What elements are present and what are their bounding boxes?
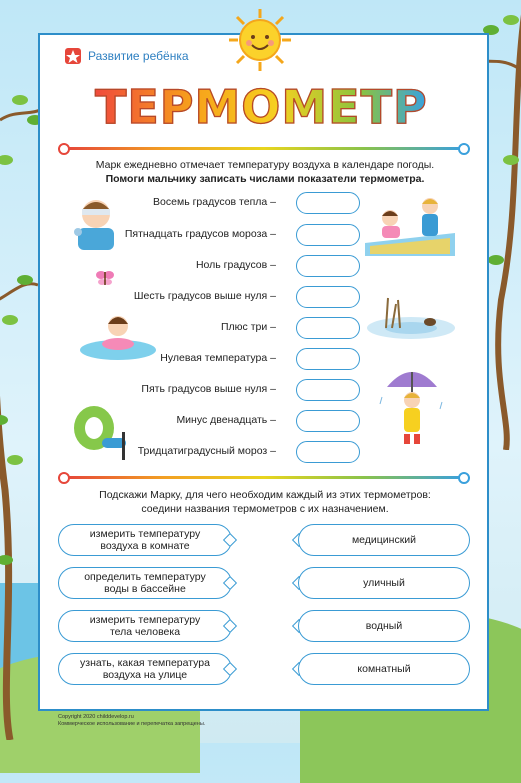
rainy-girl-with-umbrella-illustration xyxy=(372,362,452,452)
brand-name: Развитие ребёнка xyxy=(88,49,189,63)
temperature-row xyxy=(110,379,360,401)
winter-pond-illustration xyxy=(366,290,456,340)
task2-instruction xyxy=(60,488,470,516)
purpose-line: определить температуру xyxy=(84,571,206,583)
section-divider xyxy=(58,474,470,480)
answer-box[interactable] xyxy=(296,348,360,370)
butterfly-icon xyxy=(95,268,115,288)
temperature-label: Тридцатиградусный мороз – xyxy=(137,445,276,457)
logo-icon xyxy=(64,47,82,65)
task2-instruction-line1: Подскажи Марку, для чего необходим каждый из этих термометров: xyxy=(99,489,431,501)
purpose-box[interactable] xyxy=(58,567,232,599)
swimming-girl-illustration xyxy=(78,312,158,362)
answer-box[interactable] xyxy=(296,379,360,401)
task2-instruction-line2: соедини названия термометров с их назначением. xyxy=(141,503,389,515)
brand-logo xyxy=(64,47,189,65)
page-title: ТЕРМОМЕТР xyxy=(95,80,428,134)
beach-kids-illustration xyxy=(360,188,460,258)
answer-box[interactable] xyxy=(296,441,360,463)
purpose-line: воздуха в комнате xyxy=(100,540,190,552)
answer-box[interactable] xyxy=(296,410,360,432)
license-line: Коммерческое использование и перепечатка запрещены. xyxy=(58,721,206,727)
thermometer-box[interactable] xyxy=(298,610,470,642)
task1-instruction xyxy=(60,158,470,186)
purpose-box[interactable] xyxy=(58,610,232,642)
temperature-label: Шесть градусов выше нуля – xyxy=(133,290,276,302)
copyright-line: Copyright 2020 childdevelop.ru xyxy=(58,714,134,720)
temperature-label: Нулевая температура – xyxy=(160,352,276,364)
thermometer-box[interactable] xyxy=(298,567,470,599)
temperature-row xyxy=(110,255,360,277)
temperature-row xyxy=(110,192,360,214)
answer-box[interactable] xyxy=(296,192,360,214)
temperature-label: Ноль градусов – xyxy=(195,259,276,271)
sick-boy-illustration xyxy=(66,192,126,252)
thermometer-box[interactable] xyxy=(298,653,470,685)
thermometer-name: медицинский xyxy=(351,534,417,546)
purpose-line: измерить температуру xyxy=(89,614,201,626)
purpose-line: воздуха на улице xyxy=(102,669,188,681)
answer-box[interactable] xyxy=(296,286,360,308)
task1-instruction-line1: Марк ежедневно отмечает температуру воздуха в календаре погоды. xyxy=(95,159,435,171)
temperature-row xyxy=(110,410,360,432)
thermometer-name: водный xyxy=(365,620,403,632)
task1-instruction-line2: Помоги мальчику записать числами показатели термометра. xyxy=(105,173,425,185)
swim-ring-and-mask-illustration xyxy=(66,398,136,468)
temperature-label: Минус двенадцать – xyxy=(176,414,276,426)
section-divider xyxy=(58,145,470,151)
purpose-line: измерить температуру xyxy=(89,528,201,540)
thermometer-box[interactable] xyxy=(298,524,470,556)
purpose-line: тела человека xyxy=(109,626,181,638)
temperature-label: Пять градусов выше нуля – xyxy=(141,383,276,395)
answer-box[interactable] xyxy=(296,255,360,277)
temperature-label: Пятнадцать градусов мороза – xyxy=(124,228,276,240)
purpose-box[interactable] xyxy=(58,524,232,556)
temperature-row xyxy=(110,441,360,463)
temperature-row xyxy=(110,286,360,308)
thermometer-name: комнатный xyxy=(357,663,411,675)
temperature-label: Плюс три – xyxy=(221,321,276,333)
purpose-line: воды в бассейне xyxy=(104,583,186,595)
sun-icon xyxy=(228,8,292,72)
copyright-footer xyxy=(58,714,205,728)
purpose-box[interactable] xyxy=(58,653,232,685)
temperature-label: Восемь градусов тепла – xyxy=(153,196,276,208)
thermometer-name: уличный xyxy=(363,577,405,589)
answer-box[interactable] xyxy=(296,317,360,339)
temperature-row xyxy=(110,224,360,246)
answer-box[interactable] xyxy=(296,224,360,246)
purpose-line: узнать, какая температура xyxy=(80,657,210,669)
